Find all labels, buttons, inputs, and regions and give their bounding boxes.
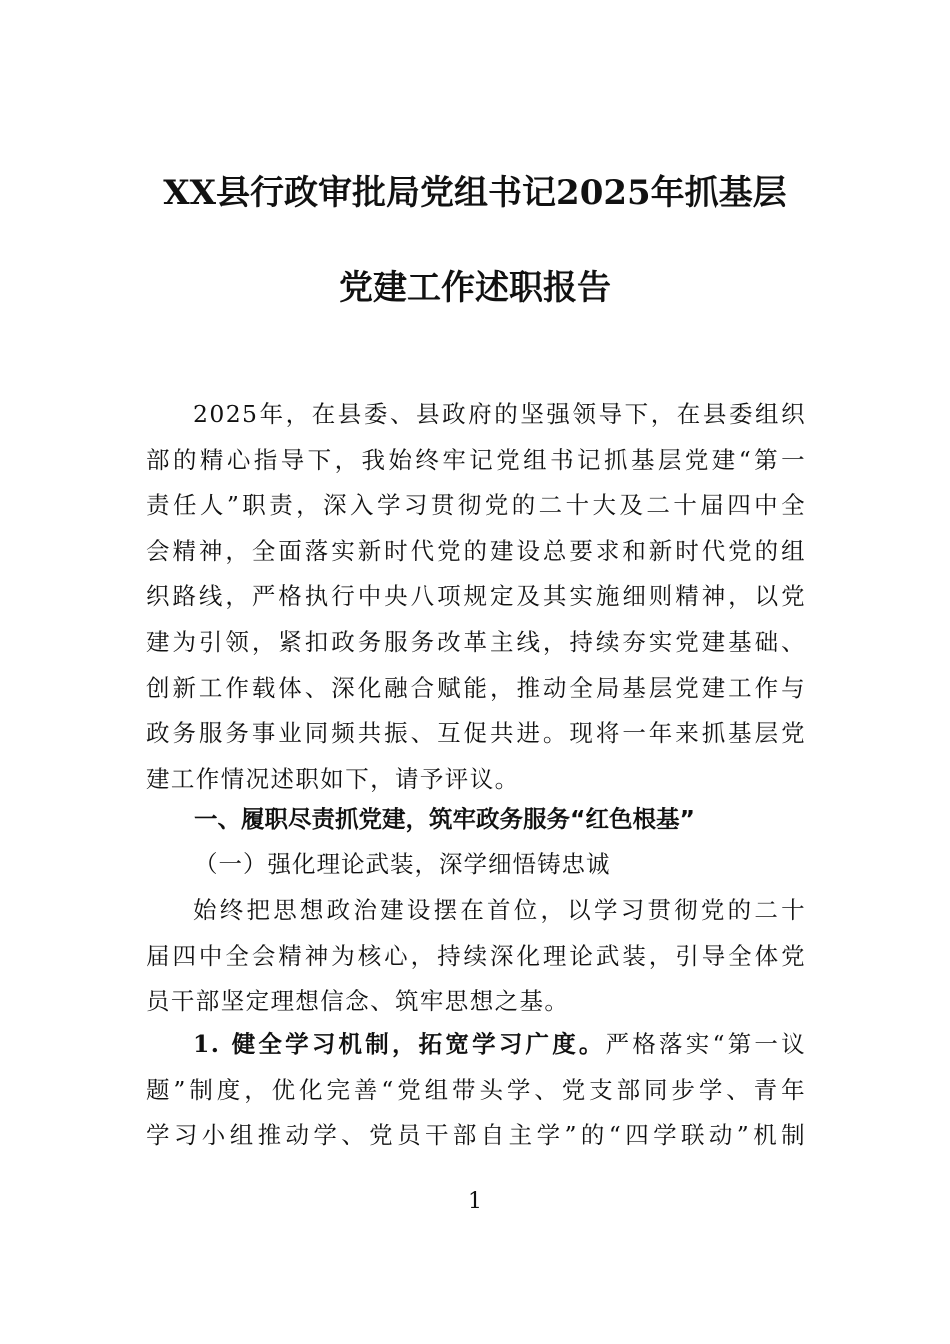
text-line: 创新工作载体、深化融合赋能，推动全局基层党建工作与 (146, 673, 806, 702)
text-line: 建工作情况述职如下，请予评议。 (146, 764, 520, 793)
text-line: 员干部坚定理想信念、筑牢思想之基。 (146, 987, 570, 1016)
subsection-heading-1: （一）强化理论武装，深学细悟铸忠诚 (194, 850, 611, 878)
item-lead-rest: 严格落实“第一议 (605, 1030, 807, 1058)
title-line-1: XX县行政审批局党组书记2025年抓基层 (163, 173, 787, 213)
text-line: 始终把思想政治建设摆在首位，以学习贯彻党的二十 (193, 896, 806, 924)
text-line: 部的精心指导下，我始终牢记党组书记抓基层党建“第一 (146, 445, 806, 474)
text-line: 织路线，严格执行中央八项规定及其实施细则精神，以党 (146, 582, 806, 611)
section-heading-1: 一、履职尽责抓党建，筑牢政务服务“红色根基” (194, 805, 695, 833)
intro-paragraph (146, 392, 806, 802)
text-line: 题”制度，优化完善“党组带头学、党支部同步学、青年 (146, 1075, 806, 1104)
text-line: 学习小组推动学、党员干部自主学”的“四学联动”机制 (146, 1121, 806, 1150)
item-lead: 1. 健全学习机制，拓宽学习广度。 (193, 1030, 606, 1058)
text-line: 2025年，在县委、县政府的坚强领导下，在县委组织 (193, 400, 806, 428)
title-line-2: 党建工作述职报告 (339, 268, 611, 308)
text-line: 会精神，全面落实新时代党的建设总要求和新时代党的组 (146, 536, 806, 565)
text-line: 责任人”职责，深入学习贯彻党的二十大及二十届四中全 (146, 491, 806, 520)
text-line: 建为引领，紧扣政务服务改革主线，持续夯实党建基础、 (146, 627, 806, 656)
text-line: 届四中全会精神为核心，持续深化理论武装，引导全体党 (146, 941, 806, 970)
item-first-line (146, 1022, 806, 1068)
text-line: 政务服务事业同频共振、互促共进。现将一年来抓基层党 (146, 719, 806, 748)
subsection-paragraph (146, 888, 806, 1025)
item-1-paragraph (146, 1022, 806, 1159)
page-number: 1 (468, 1189, 482, 1214)
